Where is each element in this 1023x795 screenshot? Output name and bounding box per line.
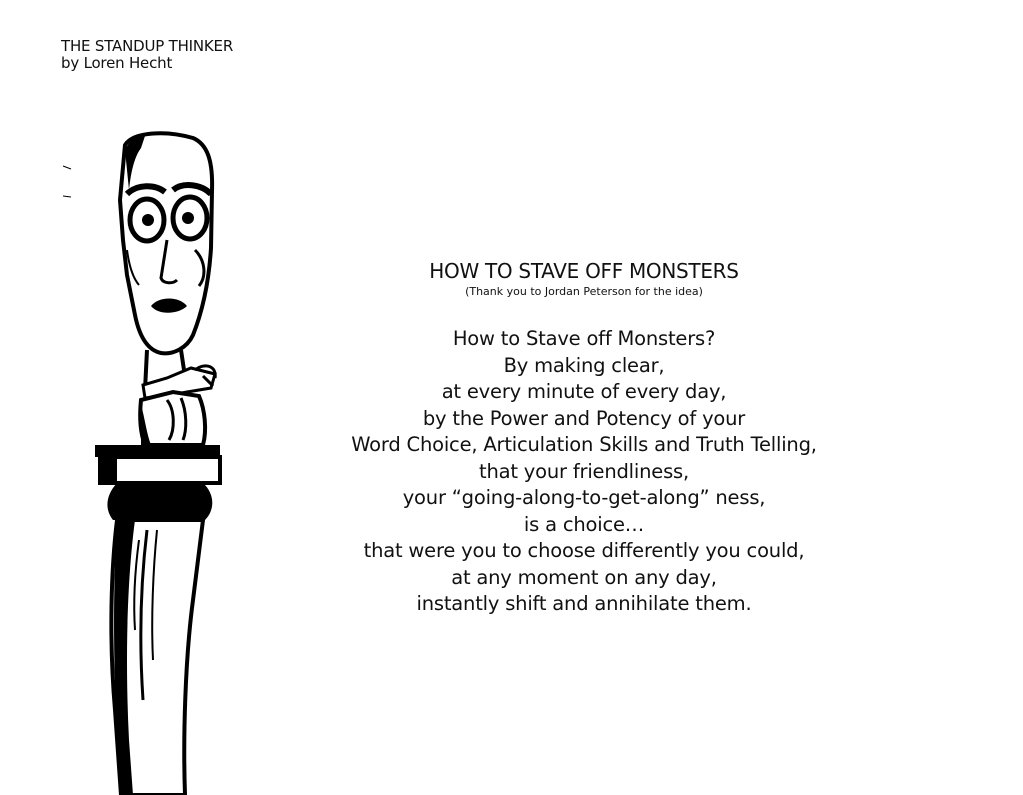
right-pupil (182, 212, 194, 224)
stray-mark (63, 166, 71, 169)
stray-mark (63, 196, 71, 197)
poem-line: at every minute of every day, (441, 380, 727, 403)
poem-line: that were you to choose differently you could, (363, 539, 805, 562)
poem-line: instantly shift and annihilate them. (416, 592, 752, 615)
poem-body (300, 326, 868, 618)
capital-flare (107, 483, 212, 520)
poem-line: by the Power and Potency of your (422, 406, 746, 430)
poem-line: your “going-along-to-get-along” ness, (402, 486, 766, 509)
left-pupil (142, 214, 154, 226)
poem-line: How to Stave off Monsters? (452, 327, 716, 350)
author-byline: by Loren Hecht (61, 54, 173, 72)
poem (300, 258, 868, 618)
poem-line: is a choice… (523, 512, 645, 536)
poem-line: Word Choice, Articulation Skills and Truth Telling, (351, 433, 817, 456)
byline-block (61, 38, 233, 72)
figure-illustration (55, 100, 230, 795)
poem-line: that your friendliness, (479, 459, 689, 483)
poem-line: at any moment on any day, (451, 565, 717, 589)
capital-shading (100, 457, 117, 483)
poem-title: HOW TO STAVE OFF MONSTERS (429, 259, 739, 283)
poem-line: By making clear, (503, 353, 665, 377)
poem-credit: (Thank you to Jordan Peterson for the idea) (465, 285, 703, 298)
capital-band (100, 457, 220, 483)
series-title: THE STANDUP THINKER (61, 37, 234, 55)
